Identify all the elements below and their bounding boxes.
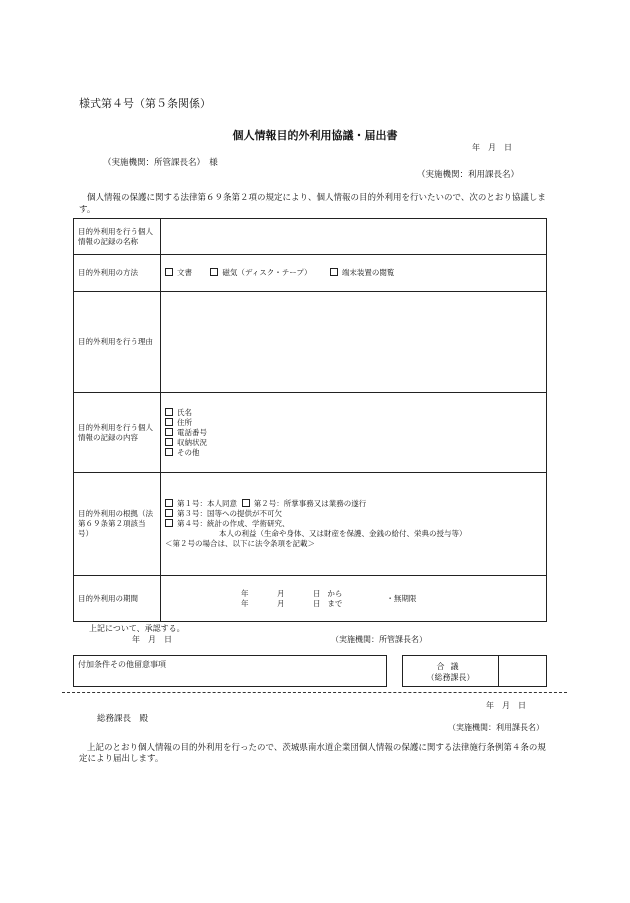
- basis-item1-checkbox[interactable]: [165, 499, 173, 507]
- basis-options: [161, 473, 547, 576]
- report-text: 上記のとおり個人情報の目的外利用を行ったので、茨城県南水道企業団個人情報の保護に関する法律施行条例第４条の規定により届出します。: [79, 743, 546, 764]
- period-start-day: 日: [313, 588, 321, 598]
- table-row: [74, 473, 547, 576]
- period-from: から: [327, 588, 343, 598]
- basis-item1-label: 第１号：本人同意: [177, 499, 237, 508]
- basis-item3-checkbox[interactable]: [165, 509, 173, 517]
- content-payment-checkbox[interactable]: [165, 438, 173, 446]
- report-addressee: 総務課長 殿: [97, 714, 149, 724]
- period-end-year: 年: [241, 598, 249, 608]
- form-number: 様式第４号（第５条関係）: [79, 97, 211, 110]
- addressee: （実施機関：所管課長名） 様: [103, 158, 218, 168]
- conditions-label: 付加条件その他留意事項: [78, 660, 166, 669]
- method-label: 目的外利用の方法: [74, 255, 161, 292]
- basis-item2-label: 第２号：所掌事務又は業務の遂行: [253, 499, 367, 508]
- method-options: [161, 255, 547, 292]
- cut-line: [62, 692, 567, 693]
- request-table: [73, 218, 547, 622]
- period-to: まで: [327, 598, 343, 608]
- content-address-checkbox[interactable]: [165, 418, 173, 426]
- table-row: [74, 255, 547, 292]
- basis-label: 目的外利用の根拠（法第６９条第２項該当号）: [74, 473, 161, 576]
- approval-org: （実施機関：所管課長名）: [331, 635, 427, 644]
- reason-label: 目的外利用を行う理由: [74, 292, 161, 393]
- period-end-day: 日: [313, 598, 321, 608]
- record-name-label: 目的外利用を行う個人情報の記録の名称: [74, 219, 161, 255]
- period-label: 目的外利用の期間: [74, 576, 161, 622]
- conditions-box[interactable]: [73, 655, 387, 687]
- method-magnetic-label: 磁気（ディスク・テープ）: [222, 268, 312, 277]
- basis-note: ＜第２号の場合は、以下に法令条項を記載＞: [165, 539, 315, 548]
- method-magnetic-checkbox[interactable]: [210, 268, 218, 276]
- method-document-label: 文書: [177, 268, 192, 277]
- report-date: 年 月 日: [486, 701, 526, 710]
- sender: （実施機関：利用課長名）: [417, 170, 520, 180]
- agreement-sub: （総務課長）: [426, 673, 475, 682]
- agreement-divider: [498, 656, 499, 686]
- agreement-box: [402, 655, 547, 687]
- content-payment-label: 収納状況: [177, 437, 207, 447]
- period-field[interactable]: [161, 576, 547, 622]
- record-name-field[interactable]: [161, 219, 547, 255]
- approval-date: 年 月 日: [132, 635, 172, 644]
- method-terminal-label: 端末装置の閲覧: [341, 268, 395, 277]
- content-address-label: 住所: [177, 417, 192, 427]
- content-name-label: 氏名: [177, 407, 192, 417]
- content-other-checkbox[interactable]: [165, 448, 173, 456]
- content-phone-checkbox[interactable]: [165, 428, 173, 436]
- content-name-checkbox[interactable]: [165, 408, 173, 416]
- basis-item4-label: 第４号：統計の作成、学術研究、: [177, 519, 290, 528]
- period-start-year: 年: [241, 588, 249, 598]
- page-title: 個人情報目的外利用協議・届出書: [232, 129, 398, 142]
- table-row: [74, 219, 547, 255]
- period-indefinite: ・無期限: [386, 593, 417, 603]
- period-start-month: 月: [277, 588, 285, 598]
- submission-date: 年 月 日: [472, 143, 512, 152]
- report-sender: （実施機関：利用課長名）: [448, 723, 544, 732]
- approval-text: 上記について、承認する。: [89, 624, 185, 633]
- period-start: [241, 589, 342, 599]
- basis-item2-checkbox[interactable]: [242, 499, 250, 507]
- method-terminal-checkbox[interactable]: [330, 268, 338, 276]
- table-row: [74, 576, 547, 622]
- intro-text: 個人情報の保護に関する法律第６９条第２項の規定により、個人情報の目的外利用を行いたいので、次のとおり協議します。: [79, 193, 546, 215]
- table-row: [74, 393, 547, 473]
- content-other-label: その他: [177, 447, 200, 457]
- content-label: 目的外利用を行う個人情報の記録の内容: [74, 393, 161, 473]
- period-end: [241, 599, 342, 609]
- content-options: [161, 393, 547, 473]
- agreement-label: 合議: [436, 662, 465, 671]
- basis-benefit: 本人の利益（生命や身体、又は財産を保護、金銭の給付、栄典の授与等）: [219, 529, 467, 538]
- period-end-month: 月: [277, 598, 285, 608]
- method-document-checkbox[interactable]: [165, 268, 173, 276]
- basis-item3-label: 第３号：国等への提供が不可欠: [177, 509, 282, 518]
- reason-field[interactable]: [161, 292, 547, 393]
- basis-item4-checkbox[interactable]: [165, 519, 173, 527]
- content-phone-label: 電話番号: [177, 427, 207, 437]
- table-row: [74, 292, 547, 393]
